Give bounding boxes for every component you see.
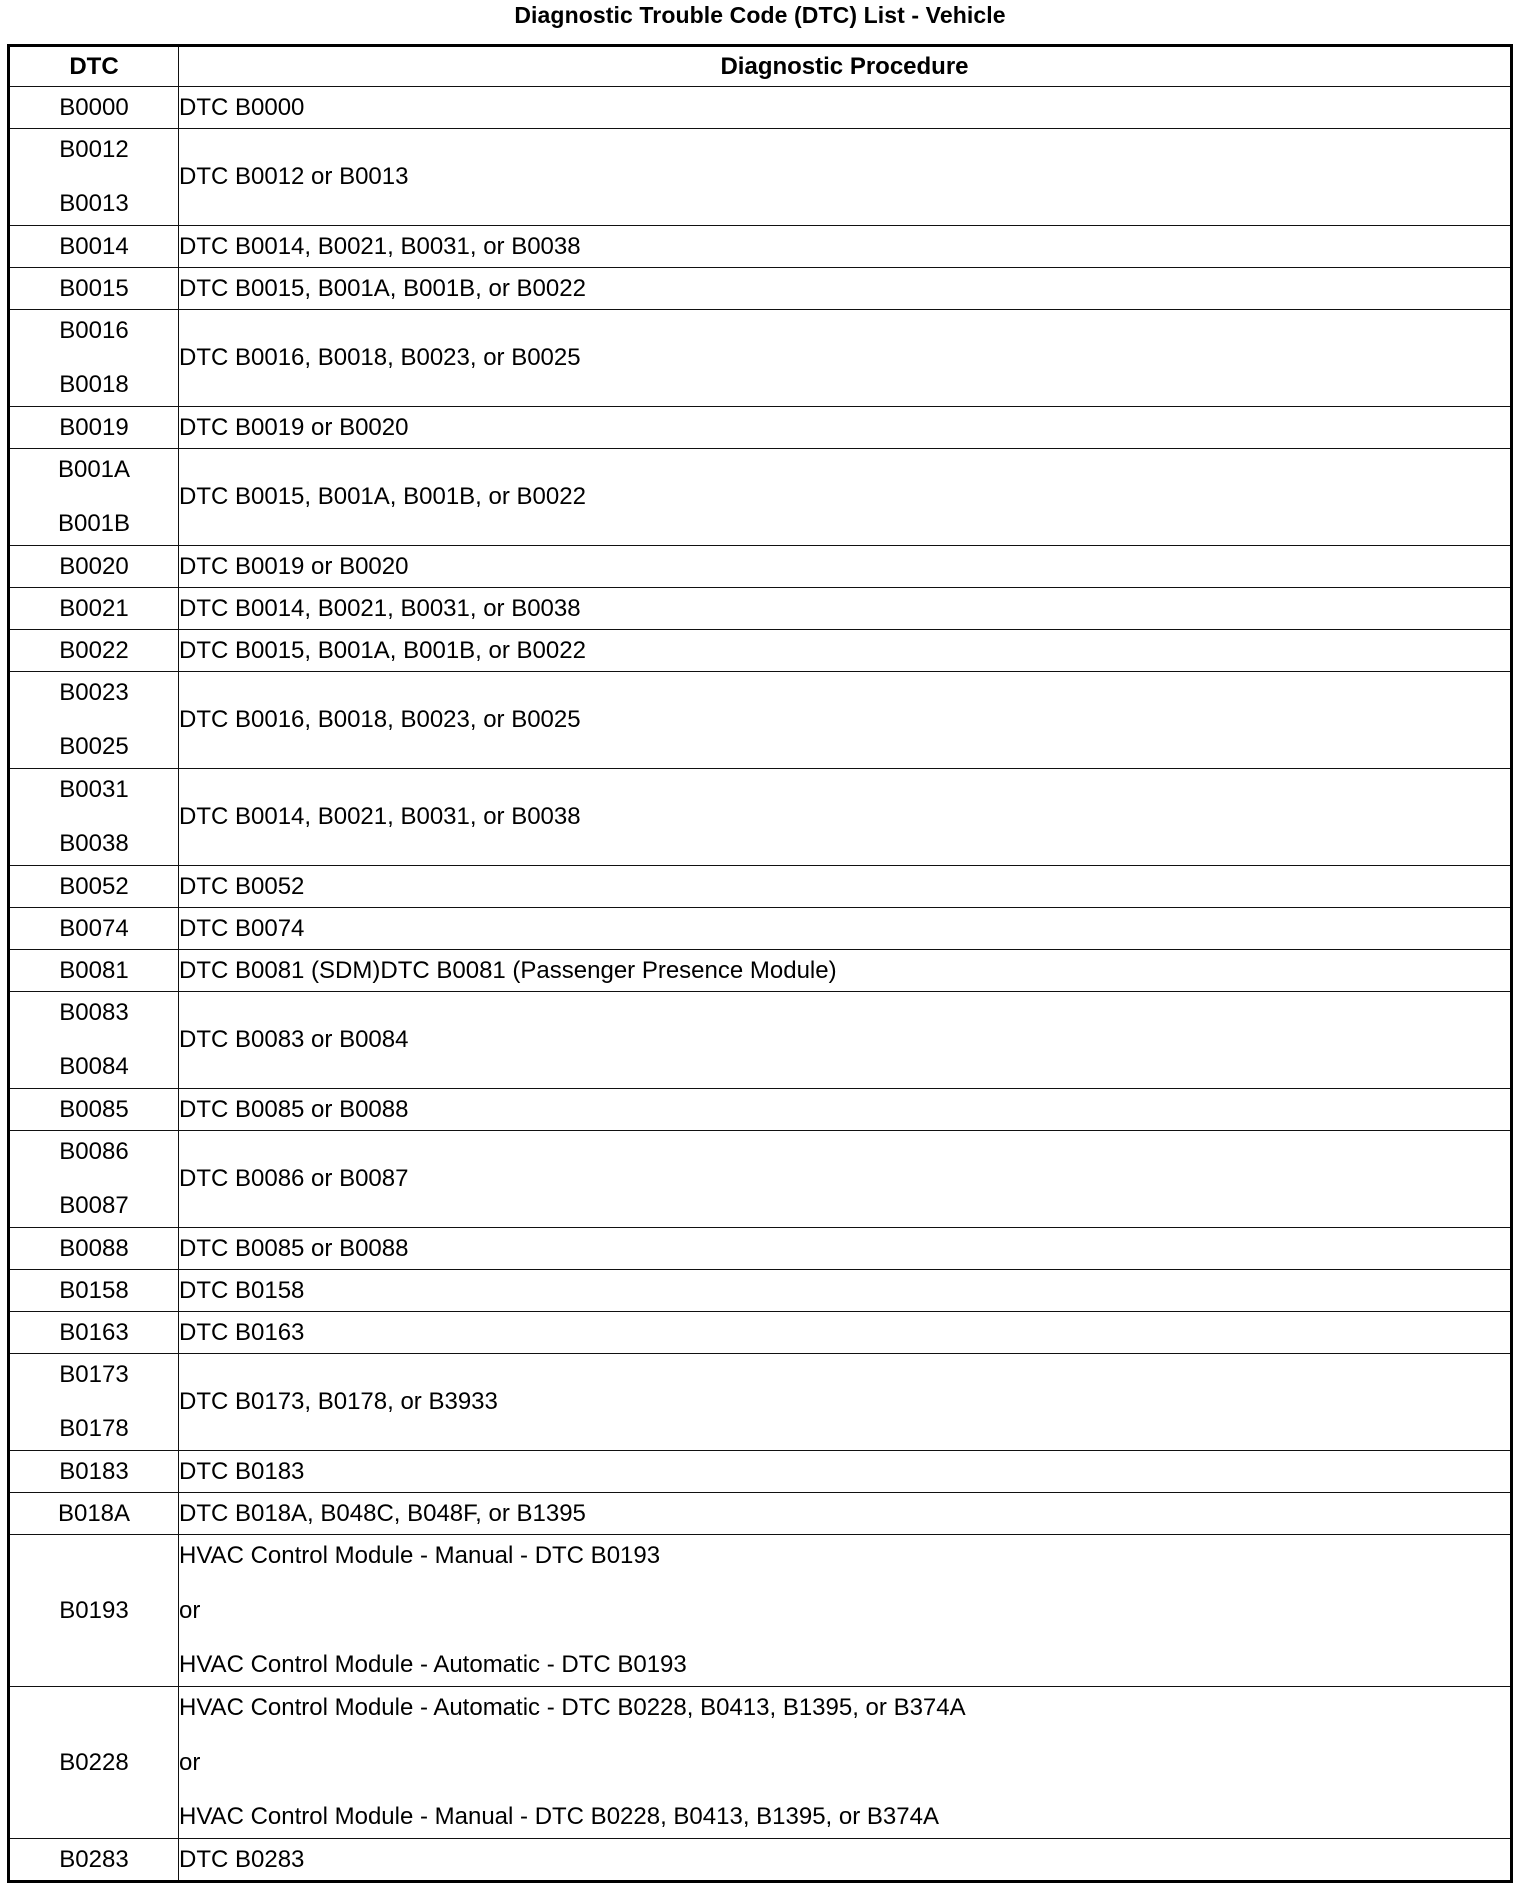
table-row [9, 1312, 1512, 1354]
diagnostic-procedure-cell [179, 866, 1512, 908]
dtc-code: B0052 [59, 872, 129, 900]
table-row [9, 1839, 1512, 1882]
dtc-code: B0081 [59, 956, 129, 984]
dtc-code: B001B [57, 510, 131, 537]
diagnostic-procedure-cell [179, 630, 1512, 672]
procedure-link[interactable]: DTC B018A, B048C, B048F, or B1395 [179, 1499, 586, 1527]
procedure-link[interactable]: DTC B0086 or B0087 [179, 1165, 409, 1192]
dtc-code-cell [9, 908, 179, 950]
dtc-code-cell [9, 1354, 179, 1451]
procedure-link[interactable]: DTC B0183 [179, 1457, 305, 1485]
dtc-code: B0022 [59, 636, 129, 664]
diagnostic-procedure-cell [179, 310, 1512, 407]
table-row [9, 950, 1512, 992]
dtc-code-cell [9, 546, 179, 588]
dtc-code: B0038 [59, 830, 129, 857]
procedure-link[interactable]: DTC B0052 [179, 872, 305, 900]
dtc-table [7, 44, 1513, 1883]
dtc-code: B0173 [59, 1361, 129, 1388]
procedure-link[interactable]: DTC B0283 [179, 1845, 305, 1873]
dtc-code: B0084 [59, 1053, 129, 1080]
dtc-code: B0000 [59, 93, 129, 121]
dtc-code-cell [9, 1312, 179, 1354]
table-row [9, 1493, 1512, 1535]
diagnostic-procedure-cell [179, 1270, 1512, 1312]
dtc-code: B0018 [59, 371, 129, 398]
diagnostic-procedure-cell [179, 769, 1512, 866]
dtc-code: B0023 [59, 679, 129, 706]
dtc-code: B0013 [59, 190, 129, 217]
diagnostic-procedure-cell [179, 672, 1512, 769]
dtc-code: B0012 [59, 136, 129, 163]
dtc-code: B0016 [59, 317, 129, 344]
diagnostic-procedure-cell [179, 1089, 1512, 1131]
dtc-code-cell [9, 449, 179, 546]
procedure-link[interactable]: DTC B0083 or B0084 [179, 1026, 409, 1053]
diagnostic-procedure-cell [179, 1839, 1512, 1882]
dtc-code-cell [9, 268, 179, 310]
diagnostic-procedure-cell [179, 1493, 1512, 1535]
diagnostic-procedure-cell [179, 87, 1512, 129]
dtc-code-cell [9, 630, 179, 672]
dtc-code: B0193 [59, 1596, 129, 1624]
diagnostic-procedure-cell [179, 407, 1512, 449]
table-row [9, 1354, 1512, 1451]
table-row [9, 1270, 1512, 1312]
procedure-link[interactable]: DTC B0000 [179, 93, 305, 121]
page-title: Diagnostic Trouble Code (DTC) List - Vehicle [514, 2, 1006, 28]
dtc-code-cell [9, 769, 179, 866]
procedure-link[interactable]: DTC B0085 or B0088 [179, 1234, 409, 1262]
table-row [9, 672, 1512, 769]
diagnostic-procedure-cell [179, 268, 1512, 310]
dtc-code-cell [9, 1089, 179, 1131]
dtc-code: B0020 [59, 552, 129, 580]
dtc-code-cell [9, 1228, 179, 1270]
dtc-code-cell [9, 1687, 179, 1839]
dtc-code: B0015 [59, 274, 129, 302]
table-header-row [9, 46, 1512, 87]
procedure-link[interactable]: DTC B0019 or B0020 [179, 413, 409, 441]
diagnostic-procedure-cell [179, 1451, 1512, 1493]
procedure-link[interactable]: DTC B0015, B001A, B001B, or B0022 [179, 636, 586, 664]
procedure-link[interactable]: DTC B0012 or B0013 [179, 163, 409, 190]
table-row [9, 226, 1512, 268]
diagnostic-procedure-cell [179, 588, 1512, 630]
procedure-link[interactable]: DTC B0173, B0178, or B3933 [179, 1388, 498, 1415]
table-row [9, 1535, 1512, 1687]
dtc-code: B0083 [59, 999, 129, 1026]
procedure-link[interactable]: HVAC Control Module - Automatic - DTC B0193 [179, 1651, 687, 1678]
procedure-link[interactable]: DTC B0074 [179, 914, 305, 942]
diagnostic-procedure-cell [179, 950, 1512, 992]
table-row [9, 866, 1512, 908]
dtc-code: B0025 [59, 733, 129, 760]
dtc-code-cell [9, 310, 179, 407]
dtc-code: B0074 [59, 914, 129, 942]
procedure-link[interactable]: DTC B0015, B001A, B001B, or B0022 [179, 483, 586, 510]
diagnostic-procedure-cell [179, 1228, 1512, 1270]
procedure-link[interactable]: DTC B0163 [179, 1318, 305, 1346]
diagnostic-procedure-cell [179, 129, 1512, 226]
procedure-column-header: Diagnostic Procedure [179, 46, 1512, 87]
diagnostic-procedure-cell [179, 1354, 1512, 1451]
dtc-code-cell [9, 950, 179, 992]
diagnostic-procedure-cell [179, 1312, 1512, 1354]
dtc-code: B018A [57, 1499, 131, 1527]
procedure-link[interactable]: DTC B0085 or B0088 [179, 1095, 409, 1123]
dtc-code: B0031 [59, 776, 129, 803]
table-row [9, 129, 1512, 226]
table-row [9, 1451, 1512, 1493]
dtc-code-cell [9, 1451, 179, 1493]
dtc-code-cell [9, 1493, 179, 1535]
dtc-code-cell [9, 1131, 179, 1228]
table-row [9, 769, 1512, 866]
procedure-link[interactable]: DTC B0014, B0021, B0031, or B0038 [179, 232, 581, 260]
table-row [9, 908, 1512, 950]
procedure-link[interactable]: DTC B0158 [179, 1276, 305, 1304]
procedure-link[interactable]: DTC B0014, B0021, B0031, or B0038 [179, 803, 581, 830]
dtc-code-cell [9, 1270, 179, 1312]
dtc-code-cell [9, 866, 179, 908]
dtc-code: B0228 [59, 1748, 129, 1776]
dtc-code: B0014 [59, 232, 129, 260]
dtc-code-cell [9, 992, 179, 1089]
procedure-link[interactable]: DTC B0081 (SDM)DTC B0081 (Passenger Presence Module) [179, 956, 837, 984]
diagnostic-procedure-cell [179, 449, 1512, 546]
or-separator: or [179, 1748, 201, 1776]
table-row [9, 1687, 1512, 1839]
diagnostic-procedure-cell [179, 1535, 1512, 1687]
dtc-code: B0021 [59, 594, 129, 622]
dtc-code: B0087 [59, 1192, 129, 1219]
dtc-code-cell [9, 1535, 179, 1687]
dtc-code: B0085 [59, 1095, 129, 1123]
table-row [9, 407, 1512, 449]
diagnostic-procedure-cell [179, 546, 1512, 588]
dtc-code-cell [9, 672, 179, 769]
dtc-code: B0158 [59, 1276, 129, 1304]
dtc-code: B0178 [59, 1415, 129, 1442]
procedure-link[interactable]: DTC B0016, B0018, B0023, or B0025 [179, 706, 581, 733]
procedure-link[interactable]: DTC B0015, B001A, B001B, or B0022 [179, 274, 586, 302]
dtc-code-cell [9, 226, 179, 268]
dtc-code: B0019 [59, 413, 129, 441]
dtc-code-cell [9, 407, 179, 449]
table-row [9, 546, 1512, 588]
procedure-link[interactable]: HVAC Control Module - Manual - DTC B0228, B0413, B1395, or B374A [179, 1803, 939, 1830]
dtc-code-cell [9, 87, 179, 129]
dtc-code-cell [9, 588, 179, 630]
dtc-code: B0163 [59, 1318, 129, 1346]
table-row [9, 1228, 1512, 1270]
diagnostic-procedure-cell [179, 226, 1512, 268]
dtc-code-cell [9, 1839, 179, 1882]
table-row [9, 449, 1512, 546]
table-row [9, 1131, 1512, 1228]
table-row [9, 268, 1512, 310]
dtc-code: B0086 [59, 1138, 129, 1165]
diagnostic-procedure-cell [179, 1687, 1512, 1839]
procedure-link[interactable]: HVAC Control Module - Automatic - DTC B0228, B0413, B1395, or B374A [179, 1694, 966, 1721]
procedure-link[interactable]: DTC B0016, B0018, B0023, or B0025 [179, 344, 581, 371]
table-row [9, 310, 1512, 407]
table-row [9, 588, 1512, 630]
dtc-code: B001A [57, 456, 131, 483]
table-row [9, 87, 1512, 129]
dtc-code: B0088 [59, 1234, 129, 1262]
table-body [9, 87, 1512, 1882]
table-row [9, 992, 1512, 1089]
procedure-link[interactable]: HVAC Control Module - Manual - DTC B0193 [179, 1542, 661, 1569]
dtc-column-header: DTC [9, 46, 179, 87]
dtc-code-cell [9, 129, 179, 226]
procedure-link[interactable]: DTC B0019 or B0020 [179, 552, 409, 580]
dtc-code: B0283 [59, 1845, 129, 1873]
or-separator: or [179, 1596, 201, 1624]
procedure-link[interactable]: DTC B0014, B0021, B0031, or B0038 [179, 594, 581, 622]
diagnostic-procedure-cell [179, 992, 1512, 1089]
table-row [9, 630, 1512, 672]
diagnostic-procedure-cell [179, 908, 1512, 950]
dtc-code: B0183 [59, 1457, 129, 1485]
table-row [9, 1089, 1512, 1131]
diagnostic-procedure-cell [179, 1131, 1512, 1228]
